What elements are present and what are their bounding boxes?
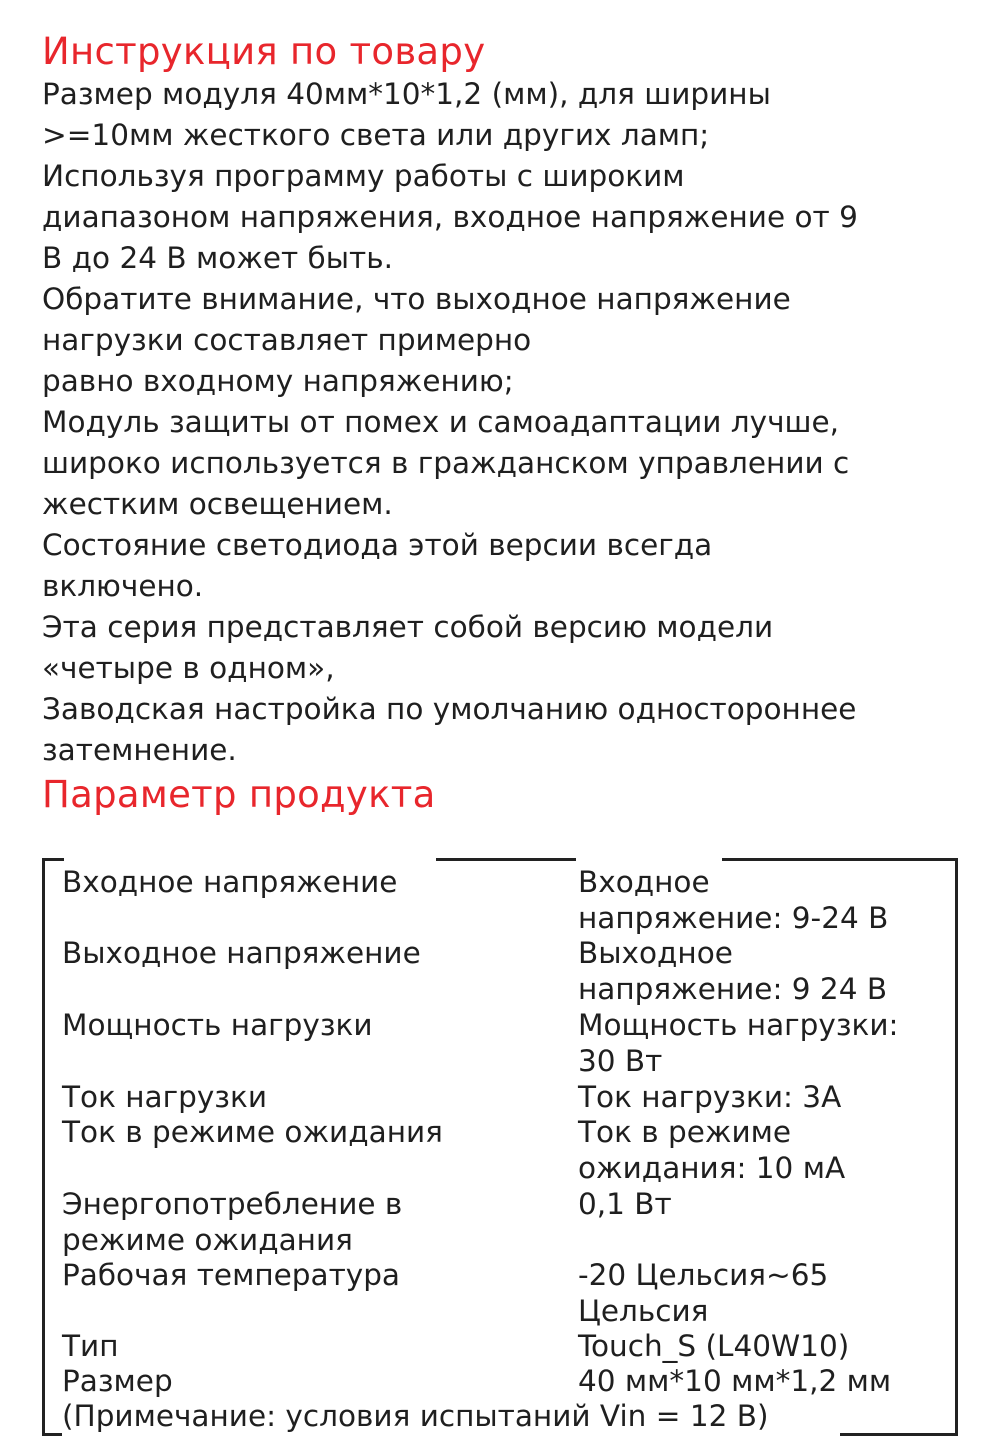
table-top-border xyxy=(436,858,576,861)
table-top-border xyxy=(722,858,958,861)
param-key: Входное напряжение xyxy=(62,865,398,899)
param-value: Touch_S (L40W10) xyxy=(578,1329,850,1363)
param-value: -20 Цельсия~65 Цельсия xyxy=(578,1258,829,1328)
param-value: Ток нагрузки: 3А xyxy=(578,1080,842,1114)
table-top-border xyxy=(42,858,64,861)
instruction-paragraph: Модуль защиты от помех и самоадаптации лучше, широко используется в гражданском управлении с жестким освещением. xyxy=(42,405,850,521)
param-key: Размер xyxy=(62,1364,173,1398)
param-key: Рабочая температура xyxy=(62,1258,401,1292)
param-key: Ток в режиме ожидания xyxy=(62,1115,443,1149)
instruction-paragraph: Размер модуля 40мм*10*1,2 (мм), для ширины >=10мм жесткого света или других ламп; xyxy=(42,77,771,152)
param-key: Выходное напряжение xyxy=(62,936,421,970)
param-key: Ток нагрузки xyxy=(62,1080,267,1114)
test-conditions-note: (Примечание: условия испытаний Vin = 12 В) xyxy=(62,1399,769,1433)
instruction-paragraph: Обратите внимание, что выходное напряжение нагрузки составляет примерно равно входному напряжению; xyxy=(42,282,791,398)
instruction-title: Инструкция по товару xyxy=(42,30,486,73)
parameters-title: Параметр продукта xyxy=(42,773,436,816)
table-bottom-border xyxy=(42,1433,62,1436)
instruction-paragraph: Эта серия представляет собой версию модели «четыре в одном», xyxy=(42,610,774,685)
param-value: Входное напряжение: 9-24 В xyxy=(578,865,889,935)
param-key: Энергопотребление в режиме ожидания xyxy=(62,1187,403,1257)
instruction-paragraph: Состояние светодиода этой версии всегда включено. xyxy=(42,528,713,603)
param-value: Ток в режиме ожидания: 10 мА xyxy=(578,1115,846,1185)
param-key: Мощность нагрузки xyxy=(62,1008,373,1042)
param-value: 0,1 Вт xyxy=(578,1187,672,1221)
instruction-paragraph: Используя программу работы с широким диапазоном напряжения, входное напряжение от 9 В до 24 В может быть. xyxy=(42,159,858,275)
param-value: Выходное напряжение: 9 24 В xyxy=(578,936,888,1006)
param-value: 40 мм*10 мм*1,2 мм xyxy=(578,1364,892,1398)
instruction-section xyxy=(42,30,972,817)
instruction-paragraph: Заводская настройка по умолчанию одностороннее затемнение. xyxy=(42,692,857,767)
table-bottom-border xyxy=(840,1433,958,1436)
param-value: Мощность нагрузки: 30 Вт xyxy=(578,1008,899,1078)
param-key: Тип xyxy=(62,1329,119,1363)
